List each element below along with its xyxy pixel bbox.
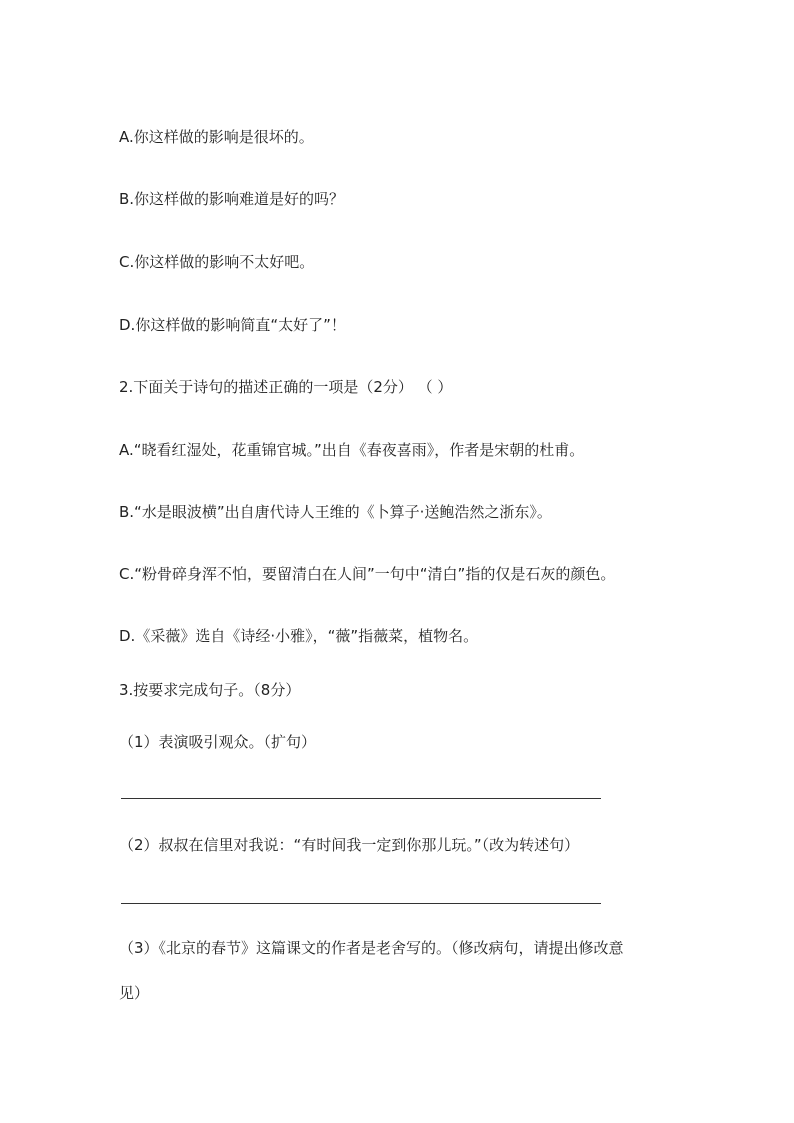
q1-option-a: A.你这样做的影响是很坏的。 xyxy=(119,128,314,146)
q3-item-3: （3）《北京的春节》这篇课文的作者是老舍写的。（修改病句，请提出修改意 xyxy=(119,939,624,957)
q3-item-1: （1）表演吸引观众。（扩句） xyxy=(119,733,317,751)
q2-option-c: C.“粉骨碎身浑不怕，要留清白在人间”一句中“清白”指的仅是石灰的颜色。 xyxy=(119,565,616,583)
q2-title: 2.下面关于诗句的描述正确的一项是（2分） （ ） xyxy=(119,378,453,396)
q3-title: 3.按要求完成句子。（8分） xyxy=(119,681,301,699)
q1-option-c: C.你这样做的影响不太好吧。 xyxy=(119,253,315,271)
q2-option-a: A.“晓看红湿处，花重锦官城。”出自《春夜喜雨》，作者是宋朝的杜甫。 xyxy=(119,441,585,459)
q2-option-d: D.《采薇》选自《诗经·小雅》，“薇”指薇菜，植物名。 xyxy=(119,627,479,645)
answer-line-2 xyxy=(121,903,601,904)
q3-item-3-continued: 见） xyxy=(119,984,150,1002)
q1-option-d: D.你这样做的影响简直“太好了”！ xyxy=(119,316,346,334)
q1-option-b: B.你这样做的影响难道是好的吗？ xyxy=(119,190,345,208)
q2-option-b: B.“水是眼波横”出自唐代诗人王维的《卜算子·送鲍浩然之浙东》。 xyxy=(119,503,552,521)
q3-item-2: （2）叔叔在信里对我说：“有时间我一定到你那儿玩。”（改为转述句） xyxy=(119,836,580,854)
answer-line-1 xyxy=(121,798,601,799)
